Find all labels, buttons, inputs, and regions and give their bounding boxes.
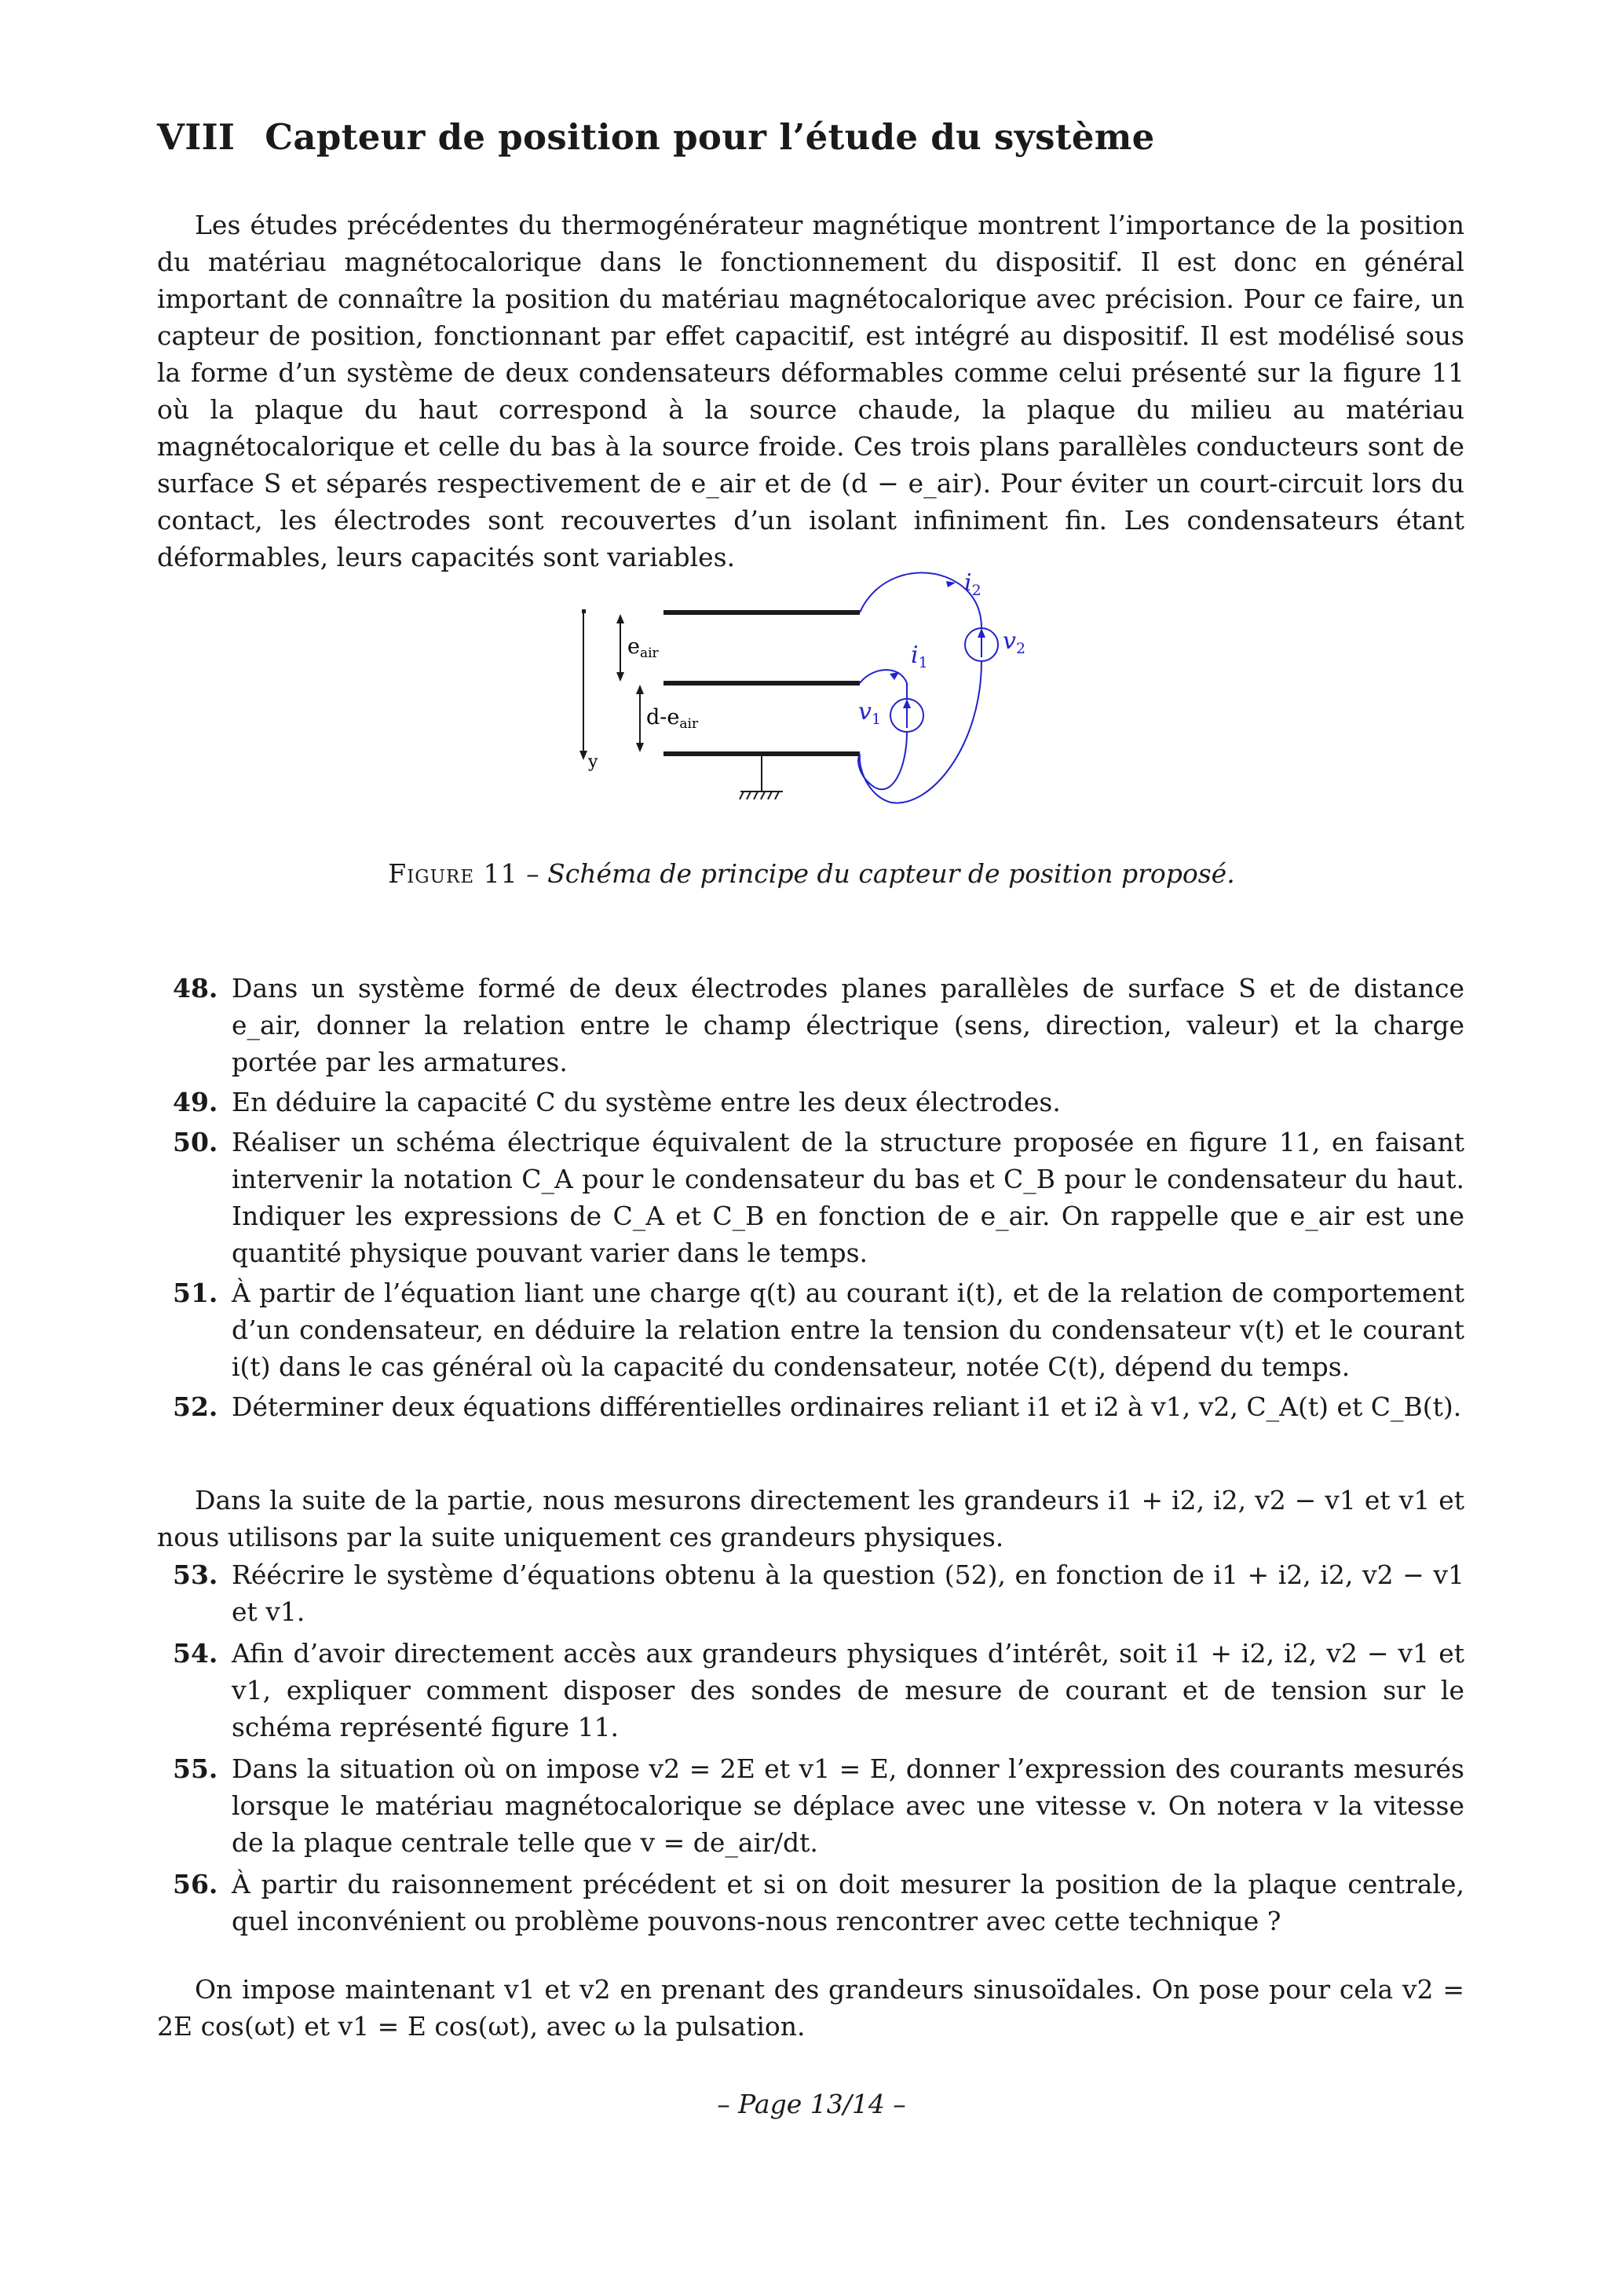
circuit-wires [858, 572, 998, 803]
ground-symbol [740, 792, 783, 799]
v2-arrowhead [978, 628, 985, 638]
question-list-b [157, 1556, 1464, 1940]
question-51: 51. À partir de l’équation liant une charge q(t) au courant i(t), et de la relation de comportement d’un condensateur, en déduire la relation entre la tension du condensateur v(t) et le courant i(t) dans le cas général où la capacité du condensateur, notée C(t), dépend du temps. [173, 1278, 1464, 1382]
intro-text: Les études précédentes du thermogénérateur magnétique montrent l’importance de la position du matériau magnétocalorique dans le fonctionnement du dispositif. Il est donc en général important de connaître la position du matériau magnétocalorique avec précision. Pour ce faire, un capteur de position, fonctionnant par effet capacitif, est intégré au dispositif. Il est modélisé sous la forme d’un système de deux condensateurs déformables comme celui présenté sur la figure 11 où la plaque du haut correspond à la source chaude, la plaque du milieu au matériau magnétocalorique et celle du bas à la source froide. Ces trois plans parallèles conducteurs sont de surface S et séparés respectivement de e_air et de (d − e_air). Pour éviter un court-circuit lors du contact, les électrodes sont recouvertes d’un isolant infiniment fin. Les condensateurs étant déformables, leurs capacités sont variables. [157, 210, 1464, 572]
v2-label: $v_2$ [1003, 627, 1026, 657]
question-50: 50. Réaliser un schéma électrique équivalent de la structure proposée en figure 11, en faisant intervenir la notation C_A pour le condensateur du bas et C_B pour le condensateur du haut. Indiquer les expressions de C_A et C_B en fonction de e_air. On rappelle que e_air est une quantité physique pouvant varier dans le temps. [173, 1127, 1464, 1268]
i2-label: $i_2$ [964, 569, 981, 599]
page-number: – Page 13/14 – [717, 2089, 906, 2119]
y-axis-label: y [588, 752, 598, 772]
caption-label: Figure 11 [388, 858, 518, 889]
caption-text: Schéma de principe du capteur de position proposé. [547, 858, 1235, 889]
y-axis-arrowhead [579, 751, 587, 760]
section-number: VIII [157, 116, 236, 158]
closing-paragraph [157, 1971, 1464, 2045]
middle-text: Dans la suite de la partie, nous mesurons directement les grandeurs i1 + i2, i2, v2 − v1 et v1 et nous utilisons par la suite uniquement ces grandeurs physiques. [157, 1485, 1464, 1552]
i2-arrowhead [946, 581, 956, 587]
e-air-label: eair [627, 634, 659, 661]
middle-paragraph [157, 1482, 1464, 1556]
wire-top-to-v2 [860, 572, 981, 628]
y-axis-origin [582, 609, 586, 613]
closing-text: On impose maintenant v1 et v2 en prenant des grandeurs sinusoïdales. On pose pour cela v2 = 2E cos(ωt) et v1 = E cos(ωt), avec ω la pulsation. [157, 1974, 1464, 2042]
v1-arrowhead [903, 699, 911, 708]
question-48: 48. Dans un système formé de deux électrodes planes parallèles de surface S et de distance e_air, donner la relation entre le champ électrique (sens, direction, valeur) et la charge portée par les armatures. [173, 973, 1464, 1077]
question-55: 55. Dans la situation où on impose v2 = 2E et v1 = E, donner l’expression des courants mesurés lorsque le matériau magnétocalorique se déplace avec une vitesse v. On notera v la vitesse de la plaque centrale telle que v = de_air/dt. [173, 1753, 1464, 1858]
section-title [157, 116, 1155, 158]
figure-11-diagram [561, 565, 1064, 832]
intro-paragraph [157, 207, 1464, 576]
question-56: 56. À partir du raisonnement précédent et si on doit mesurer la position de la plaque centrale, quel inconvénient ou problème pouvons-nous rencontrer avec cette technique ? [173, 1869, 1464, 1936]
i1-label: $i_1$ [911, 642, 928, 671]
wire-v2-to-bottom [860, 661, 981, 803]
wire-middle-to-v1 [860, 670, 907, 699]
question-54: 54. Afin d’avoir directement accès aux grandeurs physiques d’intérêt, soit i1 + i2, i2, v2 − v1 et v1, expliquer comment disposer des sondes de mesure de courant et de tension sur le schéma représenté figure 11. [173, 1638, 1464, 1742]
question-52: 52. Déterminer deux équations différentielles ordinaires reliant i1 et i2 à v1, v2, C_A(t) et C_B(t). [173, 1391, 1462, 1422]
d-e-air-label: d-eair [646, 705, 699, 732]
question-list-a [157, 970, 1464, 1425]
page-footer [0, 2089, 1623, 2119]
caption-separator: – [517, 858, 548, 889]
v1-label: $v_1$ [858, 698, 882, 728]
i1-arrowhead [890, 672, 899, 680]
section-title-text: Capteur de position pour l’étude du système [265, 116, 1155, 158]
question-53: 53. Réécrire le système d’équations obtenu à la question (52), en fonction de i1 + i2, i2, v2 − v1 et v1. [173, 1559, 1464, 1627]
figure-caption [0, 858, 1623, 889]
question-49: 49. En déduire la capacité C du système entre les deux électrodes. [173, 1087, 1061, 1117]
